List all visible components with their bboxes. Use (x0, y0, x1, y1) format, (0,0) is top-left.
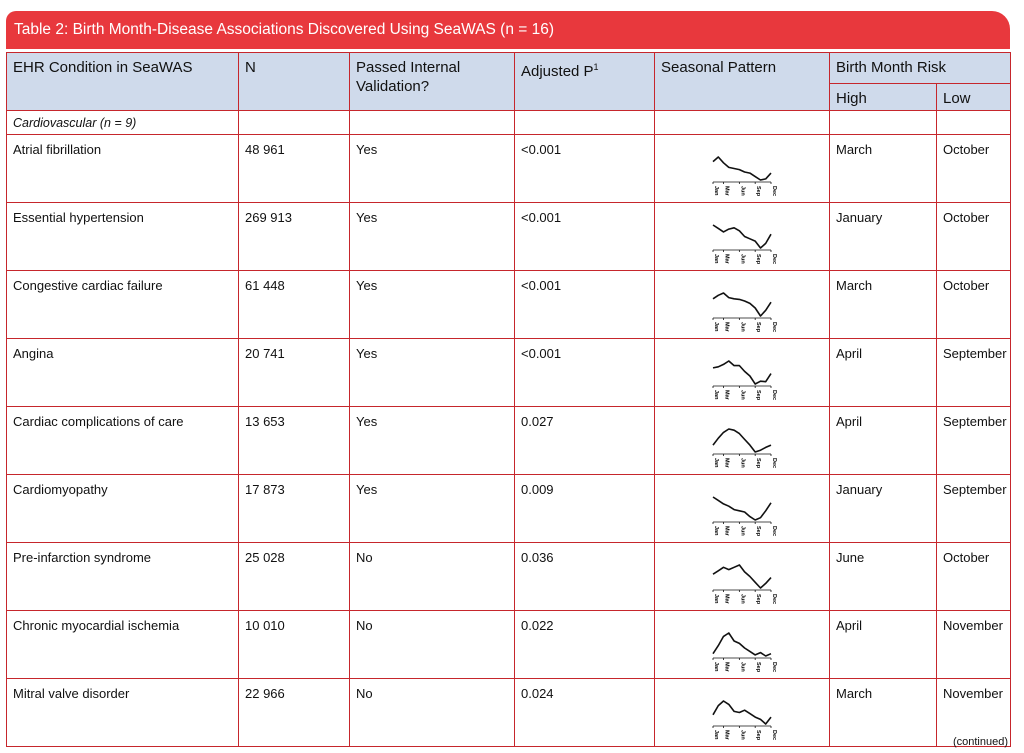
cell-adjusted-p: 0.009 (515, 475, 655, 543)
header-adjusted-p-label: Adjusted P (521, 63, 594, 80)
header-birth-month-risk: Birth Month Risk (830, 53, 1011, 84)
cell-adjusted-p: 0.024 (515, 679, 655, 747)
sparkline-tick-label: Mar (723, 390, 730, 400)
cell-validated: No (350, 679, 515, 747)
sparkline-series (713, 429, 771, 452)
sparkline-tick-label: Sep (755, 390, 762, 401)
cell-condition: Cardiomyopathy (7, 475, 239, 543)
cell-condition: Mitral valve disorder (7, 679, 239, 747)
header-adjusted-p (515, 53, 655, 111)
sparkline-series (713, 293, 771, 316)
sparkline-tick-label: Jan (713, 322, 719, 332)
sparkline-tick-label: Jan (713, 594, 719, 604)
sparkline-tick-label: Dec (771, 458, 777, 469)
cell-n: 10 010 (239, 611, 350, 679)
table-row (7, 543, 1011, 611)
cell-validated: Yes (350, 475, 515, 543)
cell-low-month: November (937, 611, 1011, 679)
sparkline-series (713, 633, 771, 656)
sparkline-tick-label: Mar (723, 458, 730, 468)
sparkline-tick-label: Mar (723, 186, 730, 196)
cell-low-month: October (937, 271, 1011, 339)
header-high: High (830, 84, 937, 111)
sparkline-tick-label: Sep (755, 254, 762, 265)
cell-n: 20 741 (239, 339, 350, 407)
group-empty-cell (239, 111, 350, 135)
sparkline-series (713, 497, 771, 520)
cell-condition: Congestive cardiac failure (7, 271, 239, 339)
cell-n: 269 913 (239, 203, 350, 271)
sparkline-tick-label: Jun (739, 254, 746, 264)
group-label: Cardiovascular (n = 9) (7, 111, 239, 135)
header-condition: EHR Condition in SeaWAS (7, 53, 239, 111)
cell-low-month: September (937, 407, 1011, 475)
table-row (7, 203, 1011, 271)
association-table (6, 52, 1011, 747)
sparkline-tick-label: Mar (723, 730, 730, 740)
cell-seasonal-pattern (655, 135, 830, 203)
cell-validated: Yes (350, 407, 515, 475)
cell-condition: Angina (7, 339, 239, 407)
header-low: Low (937, 84, 1011, 111)
cell-seasonal-pattern (655, 611, 830, 679)
sparkline-tick-label: Mar (723, 594, 730, 604)
cell-n: 13 653 (239, 407, 350, 475)
sparkline-series (713, 701, 771, 724)
sparkline-tick-label: Sep (755, 322, 762, 333)
sparkline-tick-label: Jan (713, 662, 719, 672)
table-row (7, 339, 1011, 407)
seasonal-sparkline (710, 694, 777, 746)
sparkline-tick-label: Dec (771, 730, 777, 741)
cell-adjusted-p: <0.001 (515, 271, 655, 339)
group-empty-cell (515, 111, 655, 135)
table-row (7, 679, 1011, 747)
cell-high-month: June (830, 543, 937, 611)
cell-high-month: April (830, 611, 937, 679)
seasonal-sparkline (710, 558, 777, 610)
cell-condition: Pre-infarction syndrome (7, 543, 239, 611)
sparkline-tick-label: Dec (771, 526, 777, 537)
sparkline-tick-label: Sep (755, 458, 762, 469)
seasonal-sparkline (710, 422, 777, 474)
table-row (7, 271, 1011, 339)
sparkline-tick-label: Mar (723, 322, 730, 332)
seasonal-sparkline (710, 218, 777, 270)
cell-n: 22 966 (239, 679, 350, 747)
table-row (7, 475, 1011, 543)
sparkline-tick-label: Jan (713, 458, 719, 468)
cell-validated: No (350, 611, 515, 679)
seasonal-sparkline (710, 354, 777, 406)
sparkline-tick-label: Jun (739, 594, 746, 604)
cell-low-month: October (937, 203, 1011, 271)
sparkline-tick-label: Dec (771, 254, 777, 265)
sparkline-tick-label: Jun (739, 662, 746, 672)
cell-seasonal-pattern (655, 271, 830, 339)
seasonal-sparkline (710, 490, 777, 542)
table-header (7, 53, 1011, 111)
seasonal-sparkline (710, 286, 777, 338)
seasonal-sparkline (710, 626, 777, 678)
header-validation: Passed Internal Validation? (350, 53, 515, 111)
group-empty-cell (350, 111, 515, 135)
cell-low-month: October (937, 135, 1011, 203)
sparkline-tick-label: Jun (739, 322, 746, 332)
sparkline-tick-label: Jan (713, 730, 719, 740)
cell-adjusted-p: 0.022 (515, 611, 655, 679)
cell-high-month: March (830, 679, 937, 747)
group-empty-cell (655, 111, 830, 135)
cell-seasonal-pattern (655, 679, 830, 747)
sparkline-series (713, 157, 771, 180)
sparkline-series (713, 565, 771, 588)
cell-high-month: March (830, 135, 937, 203)
cell-condition: Cardiac complications of care (7, 407, 239, 475)
sparkline-series (713, 225, 771, 248)
continued-note: (continued) (952, 736, 1008, 748)
cell-high-month: March (830, 271, 937, 339)
cell-high-month: April (830, 339, 937, 407)
cell-validated: Yes (350, 339, 515, 407)
header-n: N (239, 53, 350, 111)
header-adjusted-p-footnote: 1 (593, 62, 599, 72)
cell-low-month: September (937, 475, 1011, 543)
sparkline-tick-label: Jun (739, 186, 746, 196)
cell-n: 48 961 (239, 135, 350, 203)
sparkline-tick-label: Jan (713, 526, 719, 536)
sparkline-tick-label: Sep (755, 526, 762, 537)
sparkline-tick-label: Sep (755, 186, 762, 197)
sparkline-tick-label: Dec (771, 390, 777, 401)
cell-condition: Essential hypertension (7, 203, 239, 271)
cell-seasonal-pattern (655, 339, 830, 407)
cell-adjusted-p: <0.001 (515, 135, 655, 203)
sparkline-tick-label: Dec (771, 322, 777, 333)
sparkline-tick-label: Jun (739, 390, 746, 400)
group-row (7, 111, 1011, 135)
sparkline-tick-label: Jun (739, 730, 746, 740)
seasonal-sparkline (710, 150, 777, 202)
cell-validated: Yes (350, 203, 515, 271)
cell-n: 25 028 (239, 543, 350, 611)
cell-adjusted-p: <0.001 (515, 339, 655, 407)
sparkline-tick-label: Mar (723, 254, 730, 264)
sparkline-tick-label: Jun (739, 526, 746, 536)
header-pattern: Seasonal Pattern (655, 53, 830, 111)
cell-low-month: September (937, 339, 1011, 407)
table-body (7, 111, 1011, 747)
cell-low-month: November (937, 679, 1011, 747)
cell-seasonal-pattern (655, 203, 830, 271)
cell-adjusted-p: 0.036 (515, 543, 655, 611)
sparkline-tick-label: Jan (713, 254, 719, 264)
sparkline-tick-label: Sep (755, 662, 762, 673)
cell-seasonal-pattern (655, 543, 830, 611)
sparkline-series (713, 361, 771, 384)
table-row (7, 611, 1011, 679)
cell-low-month: October (937, 543, 1011, 611)
cell-seasonal-pattern (655, 407, 830, 475)
sparkline-tick-label: Jun (739, 458, 746, 468)
cell-validated: Yes (350, 135, 515, 203)
sparkline-tick-label: Mar (723, 526, 730, 536)
table-title: Table 2: Birth Month-Disease Associations Discovered Using SeaWAS (n = 16) (6, 11, 1010, 49)
sparkline-tick-label: Jan (713, 390, 719, 400)
cell-adjusted-p: 0.027 (515, 407, 655, 475)
sparkline-tick-label: Sep (755, 594, 762, 605)
cell-seasonal-pattern (655, 475, 830, 543)
table-row (7, 407, 1011, 475)
sparkline-tick-label: Dec (771, 186, 777, 197)
group-empty-cell (937, 111, 1011, 135)
table-row (7, 135, 1011, 203)
cell-adjusted-p: <0.001 (515, 203, 655, 271)
sparkline-tick-label: Sep (755, 730, 762, 741)
cell-condition: Atrial fibrillation (7, 135, 239, 203)
cell-validated: Yes (350, 271, 515, 339)
sparkline-tick-label: Dec (771, 662, 777, 673)
cell-condition: Chronic myocardial ischemia (7, 611, 239, 679)
sparkline-tick-label: Jan (713, 186, 719, 196)
sparkline-tick-label: Mar (723, 662, 730, 672)
cell-high-month: April (830, 407, 937, 475)
cell-high-month: January (830, 203, 937, 271)
cell-n: 61 448 (239, 271, 350, 339)
cell-n: 17 873 (239, 475, 350, 543)
cell-validated: No (350, 543, 515, 611)
sparkline-tick-label: Dec (771, 594, 777, 605)
cell-high-month: January (830, 475, 937, 543)
group-empty-cell (830, 111, 937, 135)
